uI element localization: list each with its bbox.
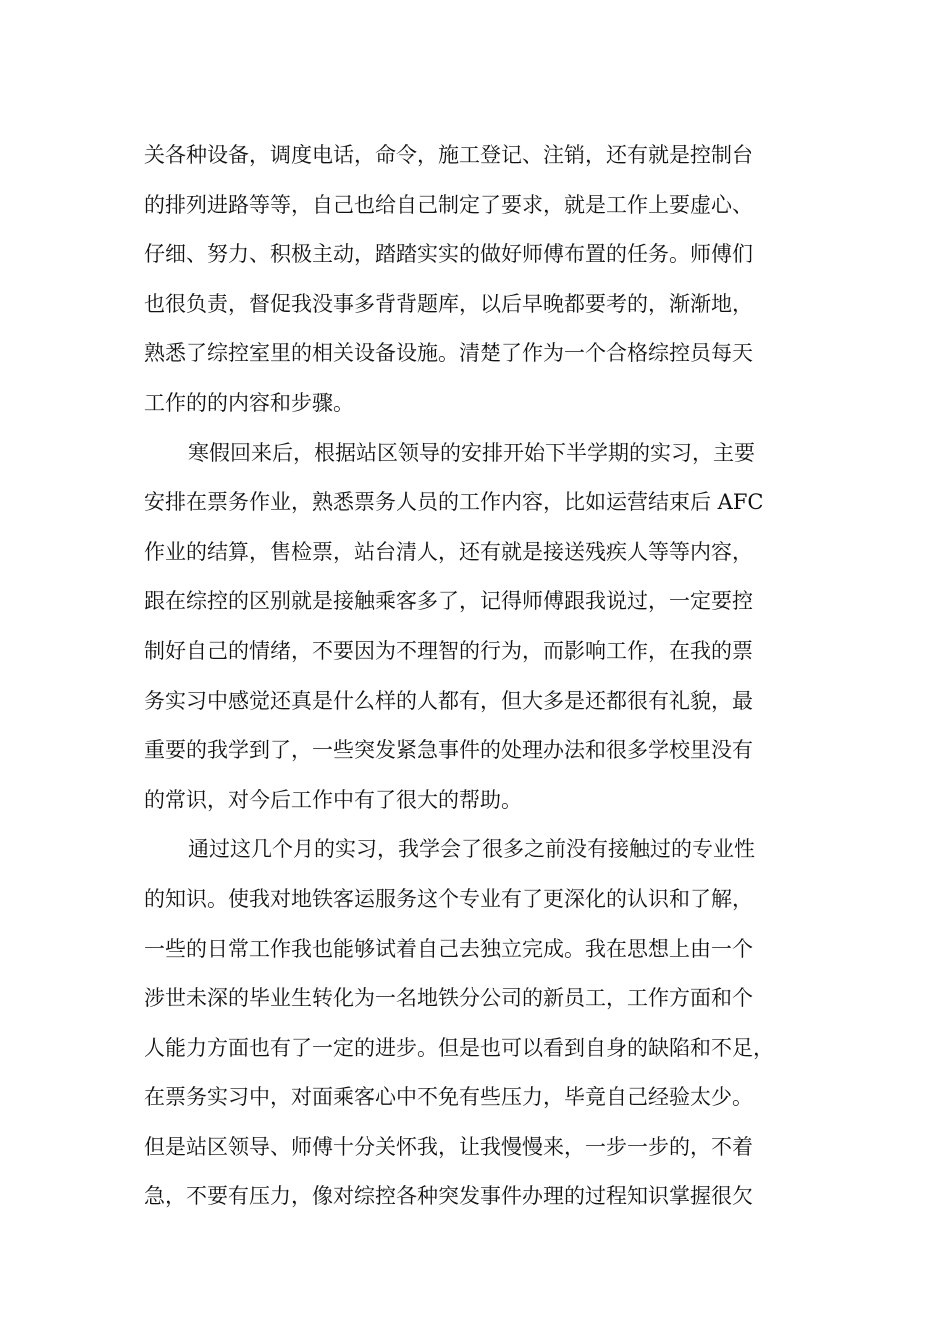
body-text — [144, 131, 824, 1222]
text-line: 跟在综控的区别就是接触乘客多了，记得师傅跟我说过，一定要控 — [144, 589, 753, 614]
text-line: 涉世未深的毕业生转化为一名地铁分公司的新员工，工作方面和个 — [144, 986, 753, 1011]
text-line: 熟悉了综控室里的相关设备设施。清楚了作为一个合格综控员每天 — [144, 341, 753, 366]
text-line: 急，不要有压力，像对综控各种突发事件办理的过程知识掌握很欠 — [144, 1184, 753, 1209]
text-line: 的知识。使我对地铁客运服务这个专业有了更深化的认识和了解， — [144, 886, 753, 911]
text-line: 作业的结算，售检票，站台清人，还有就是接送残疾人等等内容， — [144, 539, 753, 564]
text-line: 人能力方面也有了一定的进步。但是也可以看到自身的缺陷和不足， — [144, 1035, 774, 1060]
text-line: 制好自己的情绪，不要因为不理智的行为，而影响工作，在我的票 — [144, 638, 753, 663]
text-line: 重要的我学到了，一些突发紧急事件的处理办法和很多学校里没有 — [144, 738, 753, 763]
text-line: 但是站区领导、师傅十分关怀我，让我慢慢来，一步一步的，不着 — [144, 1134, 753, 1159]
paragraph-start-line: 通过这几个月的实习，我学会了很多之前没有接触过的专业性 — [188, 837, 755, 862]
text-line: 也很负责，督促我没事多背背题库，以后早晚都要考的，渐渐地， — [144, 291, 753, 316]
text-line: 的排列进路等等，自己也给自己制定了要求，就是工作上要虚心、 — [144, 192, 753, 217]
text-line: 仔细、努力、积极主动，踏踏实实的做好师傅布置的任务。师傅们 — [144, 242, 753, 267]
text-line: 关各种设备，调度电话，命令，施工登记、注销，还有就是控制台 — [144, 143, 753, 167]
text-line: 务实习中感觉还真是什么样的人都有，但大多是还都很有礼貌，最 — [144, 688, 753, 713]
paragraph-start-line: 寒假回来后，根据站区领导的安排开始下半学期的实习，主要 — [188, 440, 755, 465]
text-line: 在票务实习中，对面乘客心中不免有些压力，毕竟自己经验太少。 — [144, 1085, 753, 1110]
text-line: 的常识，对今后工作中有了很大的帮助。 — [144, 787, 522, 812]
text-line: 工作的的内容和步骤。 — [144, 390, 354, 415]
text-line: 安排在票务作业，熟悉票务人员的工作内容，比如运营结束后 AFC — [144, 490, 764, 515]
text-line: 一些的日常工作我也能够试着自己去独立完成。我在思想上由一个 — [144, 936, 753, 961]
